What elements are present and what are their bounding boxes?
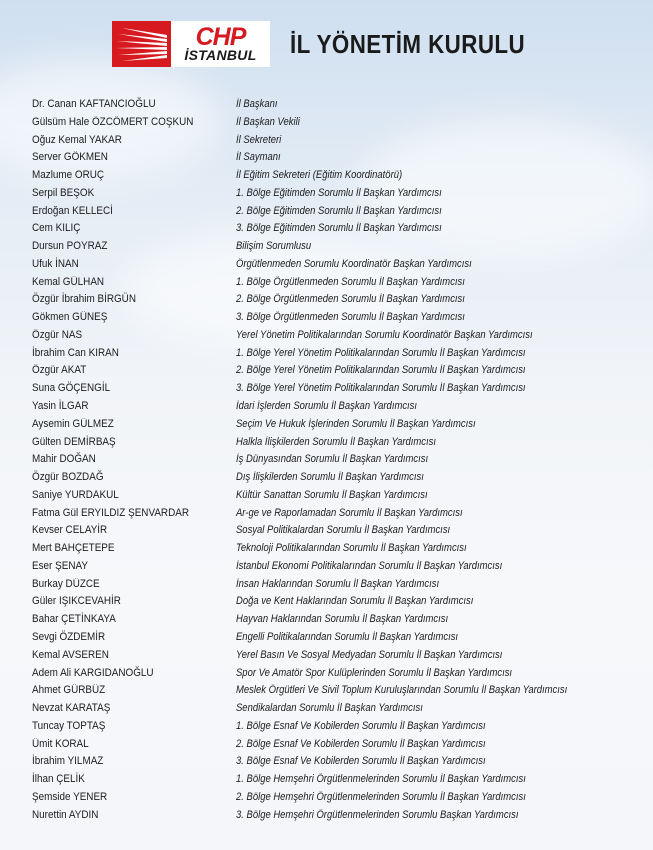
list-item [32, 469, 642, 487]
list-item [32, 274, 642, 292]
member-name: Ümit KORAL [32, 737, 89, 750]
list-item [32, 629, 642, 647]
member-role: Bilişim Sorumlusu [236, 240, 312, 253]
member-role: 2. Bölge Yerel Yönetim Politikalarından Sorumlu İl Başkan Yardımcısı [236, 364, 526, 377]
list-item [32, 505, 642, 523]
list-item [32, 647, 642, 665]
list-item [32, 345, 642, 363]
member-role: Dış İlişkilerden Sorumlu İl Başkan Yardımcısı [236, 471, 424, 484]
list-item [32, 96, 642, 114]
member-role: Hayvan Haklarından Sorumlu İl Başkan Yardımcısı [236, 613, 449, 626]
member-name: Kemal GÜLHAN [32, 275, 105, 288]
member-name: Ufuk İNAN [32, 257, 79, 270]
member-name: Fatma Gül ERYILDIZ ŞENVARDAR [32, 506, 189, 519]
list-item [32, 807, 642, 825]
member-name: Gökmen GÜNEŞ [32, 311, 108, 324]
list-item [32, 309, 642, 327]
list-item [32, 593, 642, 611]
list-item [32, 380, 642, 398]
member-name: Bahar ÇETİNKAYA [32, 613, 116, 626]
list-item [32, 522, 642, 540]
member-role: İnsan Haklarından Sorumlu İl Başkan Yardımcısı [236, 577, 440, 590]
member-name: Mert BAHÇETEPE [32, 542, 115, 555]
member-role: Yerel Yönetim Politikalarından Sorumlu Koordinatör Başkan Yardımcısı [236, 328, 533, 341]
list-item [32, 700, 642, 718]
member-name: Ahmet GÜRBÜZ [32, 684, 106, 697]
list-item [32, 114, 642, 132]
header [112, 21, 563, 67]
page-title: İL YÖNETİM KURULU [290, 28, 526, 59]
list-item [32, 540, 642, 558]
member-role: Teknoloji Politikalarından Sorumlu İl Başkan Yardımcısı [236, 542, 467, 555]
member-name: Mahir DOĞAN [32, 453, 96, 466]
member-name: Burkay DÜZCE [32, 577, 100, 590]
member-name: Adem Ali KARGIDANOĞLU [32, 666, 154, 679]
member-role: İl Saymanı [236, 151, 281, 164]
member-role: 3. Bölge Yerel Yönetim Politikalarından Sorumlu İl Başkan Yardımcısı [236, 382, 526, 395]
member-name: Tuncay TOPTAŞ [32, 719, 106, 732]
member-name: Şemside YENER [32, 790, 108, 803]
member-role: 2. Bölge Esnaf Ve Kobilerden Sorumlu İl Başkan Yardımcısı [236, 737, 486, 750]
board-member-list [32, 96, 642, 824]
list-item [32, 434, 642, 452]
list-item [32, 132, 642, 150]
member-role: 1. Bölge Yerel Yönetim Politikalarından Sorumlu İl Başkan Yardımcısı [236, 346, 526, 359]
member-name: Nurettin AYDIN [32, 808, 99, 821]
list-item [32, 736, 642, 754]
member-role: İş Dünyasından Sorumlu İl Başkan Yardımcısı [236, 453, 429, 466]
member-role: Engelli Politikalarından Sorumlu İl Başkan Yardımcısı [236, 630, 459, 643]
list-item [32, 238, 642, 256]
member-role: 1. Bölge Hemşehri Örgütlenmelerinden Sorumlu İl Başkan Yardımcısı [236, 773, 526, 786]
member-name: Suna GÖÇENGİL [32, 382, 111, 395]
member-role: Meslek Örgütleri Ve Sivil Toplum Kuruluşlarından Sorumlu İl Başkan Yardımcısı [236, 684, 568, 697]
member-name: Aysemin GÜLMEZ [32, 417, 114, 430]
list-item [32, 327, 642, 345]
member-name: Gülsüm Hale ÖZCÖMERT COŞKUN [32, 115, 194, 128]
list-item [32, 451, 642, 469]
list-item [32, 718, 642, 736]
member-role: 3. Bölge Örgütlenmeden Sorumlu İl Başkan Yardımcısı [236, 311, 465, 324]
member-role: İl Başkan Vekili [236, 115, 300, 128]
list-item [32, 398, 642, 416]
list-item [32, 362, 642, 380]
list-item [32, 558, 642, 576]
member-name: Kevser CELAYİR [32, 524, 108, 537]
member-role: İl Sekreteri [236, 133, 282, 146]
member-role: Spor Ve Amatör Spor Kulüplerinden Sorumlu İl Başkan Yardımcısı [236, 666, 513, 679]
logo-wordmark [171, 21, 270, 67]
member-role: Örgütlenmeden Sorumlu Koordinatör Başkan Yardımcısı [236, 257, 472, 270]
list-item [32, 611, 642, 629]
member-name: Güler IŞIKCEVAHİR [32, 595, 121, 608]
member-name: Yasin İLGAR [32, 400, 89, 413]
member-role: İdari İşlerden Sorumlu İl Başkan Yardımcısı [236, 400, 418, 413]
logo-city-text: İSTANBUL [184, 46, 257, 63]
member-name: İlhan ÇELİK [32, 773, 85, 786]
member-role: 3. Bölge Eğitimden Sorumlu İl Başkan Yardımcısı [236, 222, 442, 235]
member-role: Ar-ge ve Raporlamadan Sorumlu İl Başkan Yardımcısı [236, 506, 463, 519]
member-role: Sosyal Politikalardan Sorumlu İl Başkan Yardımcısı [236, 524, 451, 537]
list-item [32, 149, 642, 167]
member-name: Mazlume ORUÇ [32, 169, 105, 182]
member-role: Sendikalardan Sorumlu İl Başkan Yardımcısı [236, 702, 423, 715]
member-role: 2. Bölge Eğitimden Sorumlu İl Başkan Yardımcısı [236, 204, 442, 217]
member-role: 2. Bölge Hemşehri Örgütlenmelerinden Sorumlu İl Başkan Yardımcısı [236, 790, 526, 803]
member-role: Seçim Ve Hukuk İşlerinden Sorumlu İl Başkan Yardımcısı [236, 417, 476, 430]
member-name: Özgür İbrahim BİRGÜN [32, 293, 136, 306]
member-name: Nevzat KARATAŞ [32, 702, 111, 715]
chp-istanbul-logo [112, 21, 270, 67]
member-name: Kemal AVSEREN [32, 648, 109, 661]
list-item [32, 291, 642, 309]
member-name: Serpil BEŞOK [32, 186, 95, 199]
member-role: 2. Bölge Örgütlenmeden Sorumlu İl Başkan Yardımcısı [236, 293, 465, 306]
member-name: Saniye YURDAKUL [32, 488, 119, 501]
list-item [32, 487, 642, 505]
member-role: 3. Bölge Hemşehri Örgütlenmelerinden Sorumlu Başkan Yardımcısı [236, 808, 519, 821]
list-item [32, 753, 642, 771]
member-name: Oğuz Kemal YAKAR [32, 133, 122, 146]
member-name: Özgür AKAT [32, 364, 87, 377]
list-item [32, 167, 642, 185]
list-item [32, 185, 642, 203]
logo-brand-text: CHP [195, 22, 246, 51]
list-item [32, 771, 642, 789]
member-role: İl Eğitim Sekreteri (Eğitim Koordinatörü) [236, 169, 403, 182]
member-role: Doğa ve Kent Haklarından Sorumlu İl Başkan Yardımcısı [236, 595, 474, 608]
member-name: Erdoğan KELLECİ [32, 204, 113, 217]
member-role: 1. Bölge Eğitimden Sorumlu İl Başkan Yardımcısı [236, 186, 442, 199]
member-role: Yerel Basın Ve Sosyal Medyadan Sorumlu İl Başkan Yardımcısı [236, 648, 503, 661]
member-role: İl Başkanı [236, 98, 278, 110]
member-role: 1. Bölge Esnaf Ve Kobilerden Sorumlu İl Başkan Yardımcısı [236, 719, 486, 732]
member-role: Kültür Sanattan Sorumlu İl Başkan Yardımcısı [236, 488, 428, 501]
member-role: İstanbul Ekonomi Politikalarından Sorumlu İl Başkan Yardımcısı [236, 559, 503, 572]
list-item [32, 220, 642, 238]
list-item [32, 789, 642, 807]
member-name: Dr. Canan KAFTANCIOĞLU [32, 98, 156, 110]
member-role: Halkla İlişkilerden Sorumlu İl Başkan Yardımcısı [236, 435, 436, 448]
member-name: Cem KILIÇ [32, 222, 81, 235]
member-name: Özgür BOZDAĞ [32, 471, 104, 484]
list-item [32, 203, 642, 221]
list-item [32, 665, 642, 683]
member-name: İbrahim YILMAZ [32, 755, 104, 768]
member-name: Özgür NAS [32, 328, 83, 341]
member-name: İbrahim Can KIRAN [32, 346, 119, 359]
chp-six-arrows-icon [112, 21, 171, 67]
list-item [32, 682, 642, 700]
member-role: 1. Bölge Örgütlenmeden Sorumlu İl Başkan Yardımcısı [236, 275, 465, 288]
member-name: Dursun POYRAZ [32, 240, 108, 253]
member-name: Sevgi ÖZDEMİR [32, 630, 106, 643]
member-name: Gülten DEMİRBAŞ [32, 435, 116, 448]
member-role: 3. Bölge Esnaf Ve Kobilerden Sorumlu İl Başkan Yardımcısı [236, 755, 486, 768]
list-item [32, 576, 642, 594]
member-name: Server GÖKMEN [32, 151, 108, 164]
list-item [32, 416, 642, 434]
list-item [32, 256, 642, 274]
member-name: Eser ŞENAY [32, 559, 88, 572]
